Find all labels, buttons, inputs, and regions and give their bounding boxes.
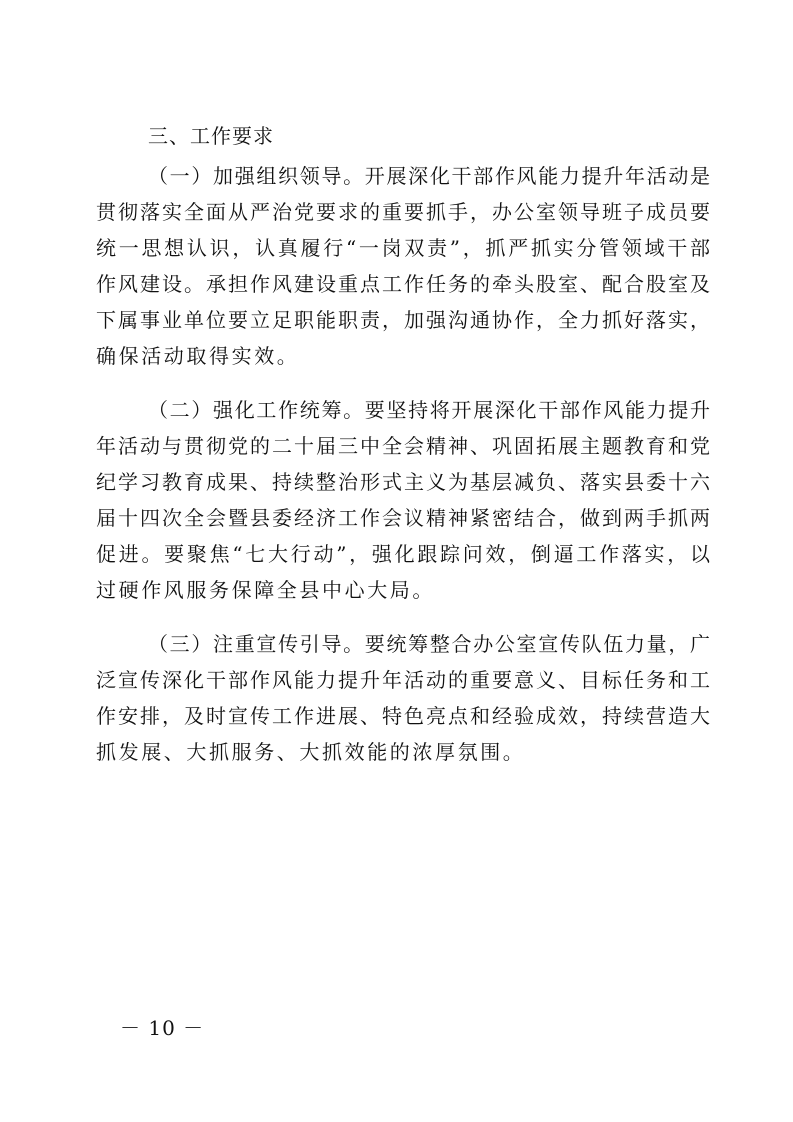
paragraph-line: 届十四次全会暨县委经济工作会议精神紧密结合，做到两手抓两 <box>96 506 710 530</box>
paragraph-line: 统一思想认识，认真履行“一岗双责”，抓严抓实分管领域干部 <box>96 236 710 260</box>
page-number: － 10 － <box>120 1016 205 1040</box>
paragraph-line: （一）加强组织领导。开展深化干部作风能力提升年活动是 <box>148 164 710 188</box>
paragraph-line: （三）注重宣传引导。要统筹整合办公室宣传队伍力量，广 <box>148 632 710 656</box>
paragraph-line: 年活动与贯彻党的二十届三中全会精神、巩固拓展主题教育和党 <box>96 434 710 458</box>
paragraph-line: 泛宣传深化干部作风能力提升年活动的重要意义、目标任务和工 <box>96 668 710 692</box>
paragraph-line: 下属事业单位要立足职能职责，加强沟通协作，全力抓好落实， <box>96 308 710 332</box>
paragraph-line: 作风建设。承担作风建设重点工作任务的牵头股室、配合股室及 <box>96 272 710 296</box>
paragraph-line: 纪学习教育成果、持续整治形式主义为基层减负、落实县委十六 <box>96 470 710 494</box>
paragraph-line: 作安排，及时宣传工作进展、特色亮点和经验成效，持续营造大 <box>96 704 710 728</box>
paragraph-line: 过硬作风服务保障全县中心大局。 <box>96 578 435 602</box>
paragraph-line: 确保活动取得实效。 <box>96 344 300 368</box>
paragraph-line: 贯彻落实全面从严治党要求的重要抓手，办公室领导班子成员要 <box>96 200 710 224</box>
paragraph-line: （二）强化工作统筹。要坚持将开展深化干部作风能力提升 <box>148 398 710 422</box>
paragraph-line: 促进。要聚焦“七大行动”，强化跟踪问效，倒逼工作落实，以 <box>96 542 710 566</box>
paragraph-line: 抓发展、大抓服务、大抓效能的浓厚氛围。 <box>96 740 526 764</box>
section-heading: 三、工作要求 <box>148 124 274 148</box>
